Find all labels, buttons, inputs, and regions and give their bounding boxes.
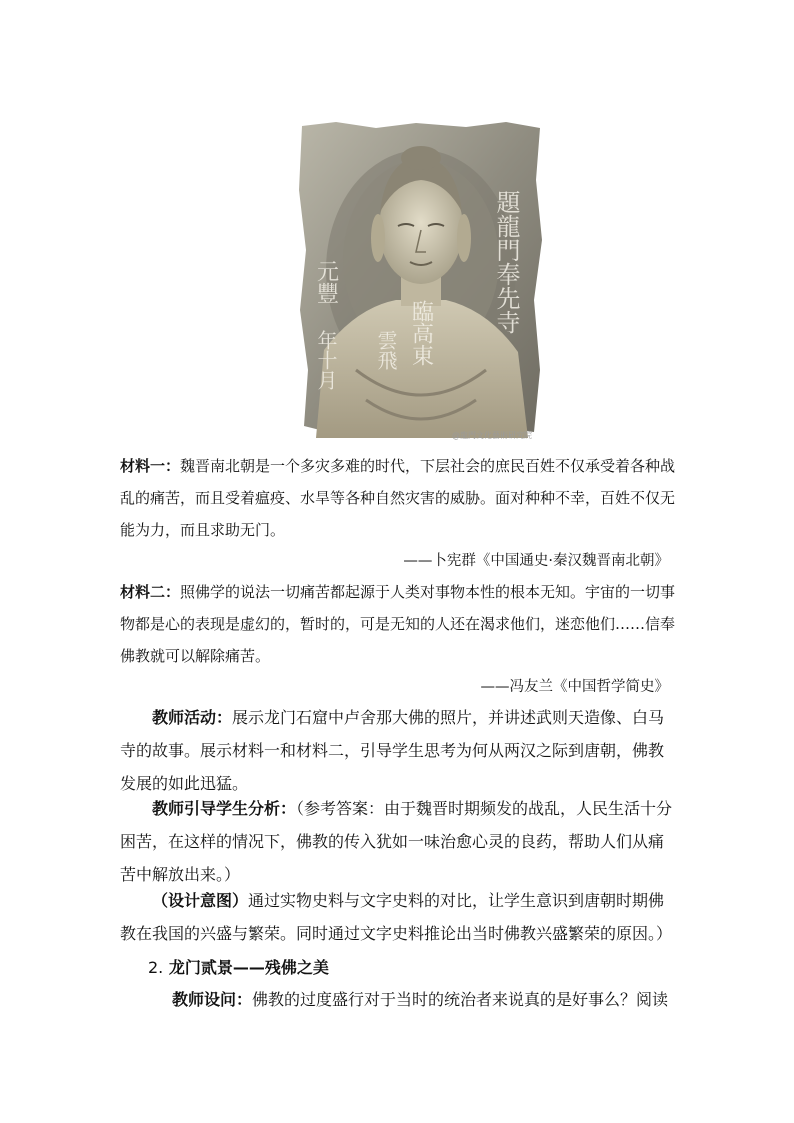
section-heading bbox=[148, 955, 329, 978]
teacher-guide bbox=[120, 792, 676, 891]
teacher-guide-text: （参考答案：由于魏晋时期频发的战乱，人民生活十分困苦，在这样的情况下，佛教的传入犹如一味治愈心灵的良药，帮助人们从痛苦中解放出来。） bbox=[120, 799, 673, 884]
inscription-left-1: 元豐 bbox=[313, 260, 339, 304]
design-intent-text: 通过实物史料与文字史料的对比，让学生意识到唐朝时期佛教在我国的兴盛与繁荣。同时通过文字史料推论出当时佛教兴盛繁荣的原因。） bbox=[120, 891, 673, 943]
teacher-question-label: 教师设问： bbox=[172, 990, 253, 1009]
material-two-label: 材料二： bbox=[120, 583, 181, 601]
material-one-text: 魏晋南北朝是一个多灾多难的时代，下层社会的庶民百姓不仅承受着各种战乱的痛苦，而且受着瘟疫、水旱等各种自然灾害的威胁。面对种种不幸，百姓不仅无能为力，而且求助无门。 bbox=[120, 457, 676, 539]
buddha-statue-photo bbox=[296, 120, 546, 438]
image-watermark: @龍門文化藝術研究院 bbox=[452, 431, 532, 440]
teacher-guide-label: 教师引导学生分析： bbox=[152, 799, 297, 818]
inscription-center-1: 雲飛 bbox=[374, 330, 398, 370]
inscription-center-2: 臨高東 bbox=[408, 300, 434, 366]
material-one-source: ——卜宪群《中国通史·秦汉魏晋南北朝》 bbox=[403, 553, 669, 569]
material-two bbox=[120, 576, 676, 672]
teacher-question bbox=[120, 983, 676, 1016]
design-intent bbox=[120, 884, 676, 950]
material-two-text: 照佛学的说法一切痛苦都起源于人类对事物本性的根本无知。宇宙的一切事物都是心的表现是虚幻的，暂时的，可是无知的人还在渴求他们，迷恋他们……信奉佛教就可以解除痛苦。 bbox=[120, 583, 676, 665]
material-two-source: ——冯友兰《中国哲学简史》 bbox=[480, 679, 669, 695]
teacher-activity bbox=[120, 701, 676, 800]
material-one bbox=[120, 450, 676, 546]
teacher-activity-label: 教师活动： bbox=[152, 708, 233, 727]
inscription-right: 題龍門奉先寺 bbox=[492, 190, 520, 334]
design-intent-label: （设计意图） bbox=[152, 891, 249, 910]
teacher-question-text: 佛教的过度盛行对于当时的统治者来说真的是好事么？阅读 bbox=[252, 990, 669, 1009]
inscription-left-2: 年十月 bbox=[314, 330, 338, 390]
section-number: 2. bbox=[148, 958, 164, 977]
teacher-activity-text: 展示龙门石窟中卢舍那大佛的照片，并讲述武则天造像、白马寺的故事。展示材料一和材料二，引导学生思考为何从两汉之际到唐朝，佛教发展的如此迅猛。 bbox=[120, 708, 665, 793]
section-title: 龙门贰景——残佛之美 bbox=[168, 958, 329, 977]
material-one-label: 材料一： bbox=[120, 457, 181, 475]
